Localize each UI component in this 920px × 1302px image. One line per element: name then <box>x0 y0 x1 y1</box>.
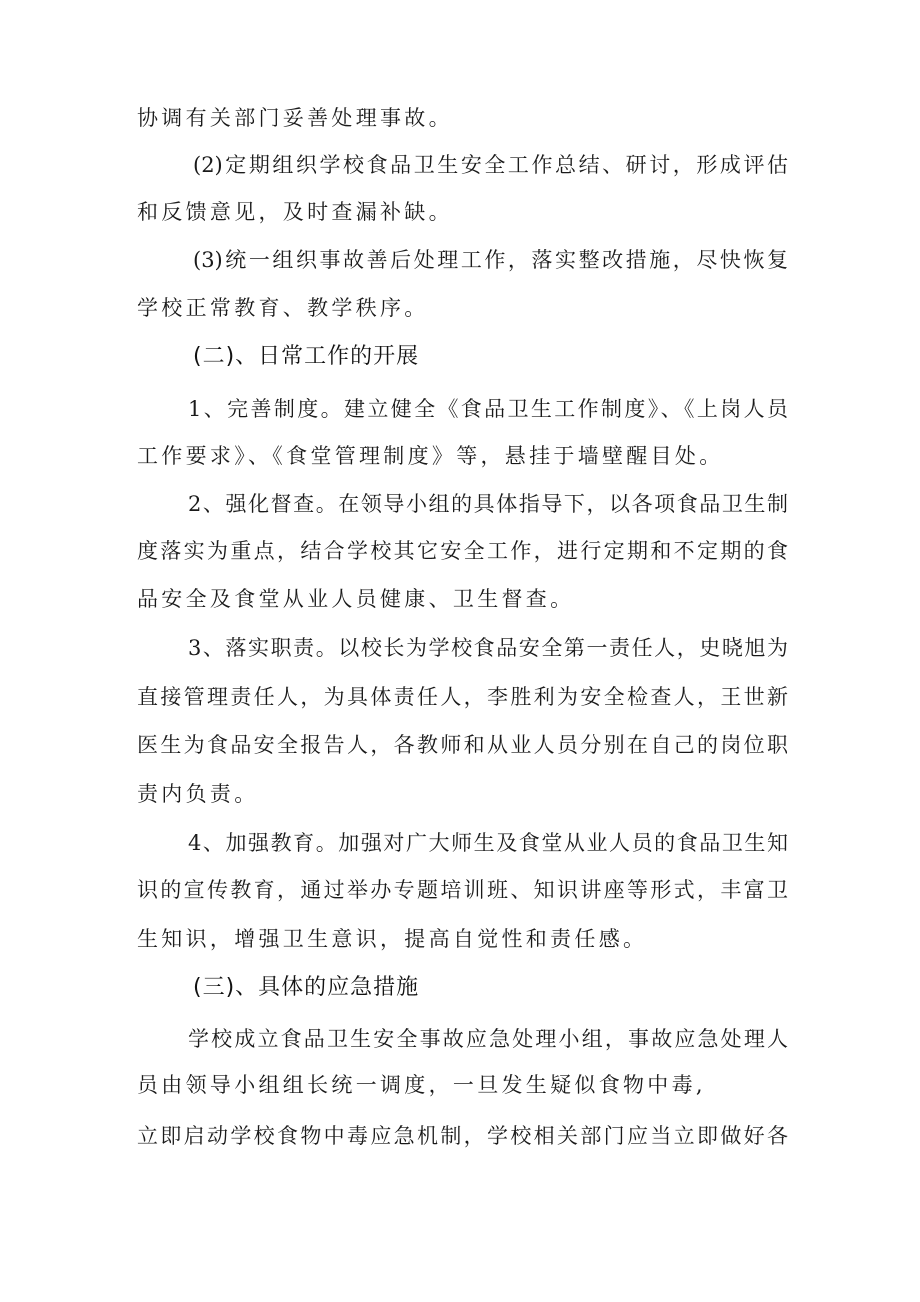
section-heading: (三)、具体的应急措施 <box>193 975 420 1000</box>
paragraph-line: 和反馈意见，及时查漏补缺。 <box>137 200 453 224</box>
paragraph-line: 2、强化督查。在领导小组的具体指导下，以各项食品卫生制 <box>188 492 788 516</box>
paragraph-line: 生知识，增强卫生意识，提高自觉性和责任感。 <box>137 927 648 951</box>
section-heading: (二)、日常工作的开展 <box>193 344 420 369</box>
paragraph-line: 4、加强教育。加强对广大师生及食堂从业人员的食品卫生知 <box>188 831 788 855</box>
paragraph-line: 度落实为重点，结合学校其它安全工作，进行定期和不定期的食 <box>137 539 788 563</box>
paragraph-line: 识的宣传教育，通过举办专题培训班、知识讲座等形式，丰富卫 <box>137 878 788 902</box>
paragraph-line: 责内负责。 <box>137 782 259 806</box>
paragraph-line: 立即启动学校食物中毒应急机制，学校相关部门应当立即做好各 <box>137 1124 788 1148</box>
paragraph-line: 工作要求》、《食堂管理制度》等，悬挂于墙壁醒目处。 <box>137 444 724 468</box>
paragraph-line: 1、完善制度。建立健全《食品卫生工作制度》、《上岗人员 <box>188 397 788 421</box>
paragraph-line: 医生为食品安全报告人，各教师和从业人员分别在自己的岗位职 <box>137 733 788 757</box>
paragraph-line: 员由领导小组组长统一调度，一旦发生疑似食物中毒, <box>137 1073 706 1097</box>
paragraph-line: 协调有关部门妥善处理事故。 <box>137 106 453 130</box>
paragraph-line: (3)统一组织事故善后处理工作，落实整改措施，尽快恢复 <box>193 248 788 272</box>
paragraph-line: 学校正常教育、教学秩序。 <box>137 296 429 320</box>
paragraph-line: 品安全及食堂从业人员健康、卫生督查。 <box>137 587 575 611</box>
paragraph-line: 学校成立食品卫生安全事故应急处理小组，事故应急处理人 <box>188 1027 788 1051</box>
paragraph-line: 3、落实职责。以校长为学校食品安全第一责任人，史晓旭为 <box>188 636 788 660</box>
paragraph-line: 直接管理责任人，为具体责任人，李胜利为安全检查人，王世新 <box>137 685 788 709</box>
paragraph-line: (2)定期组织学校食品卫生安全工作总结、研讨，形成评估 <box>193 153 788 177</box>
